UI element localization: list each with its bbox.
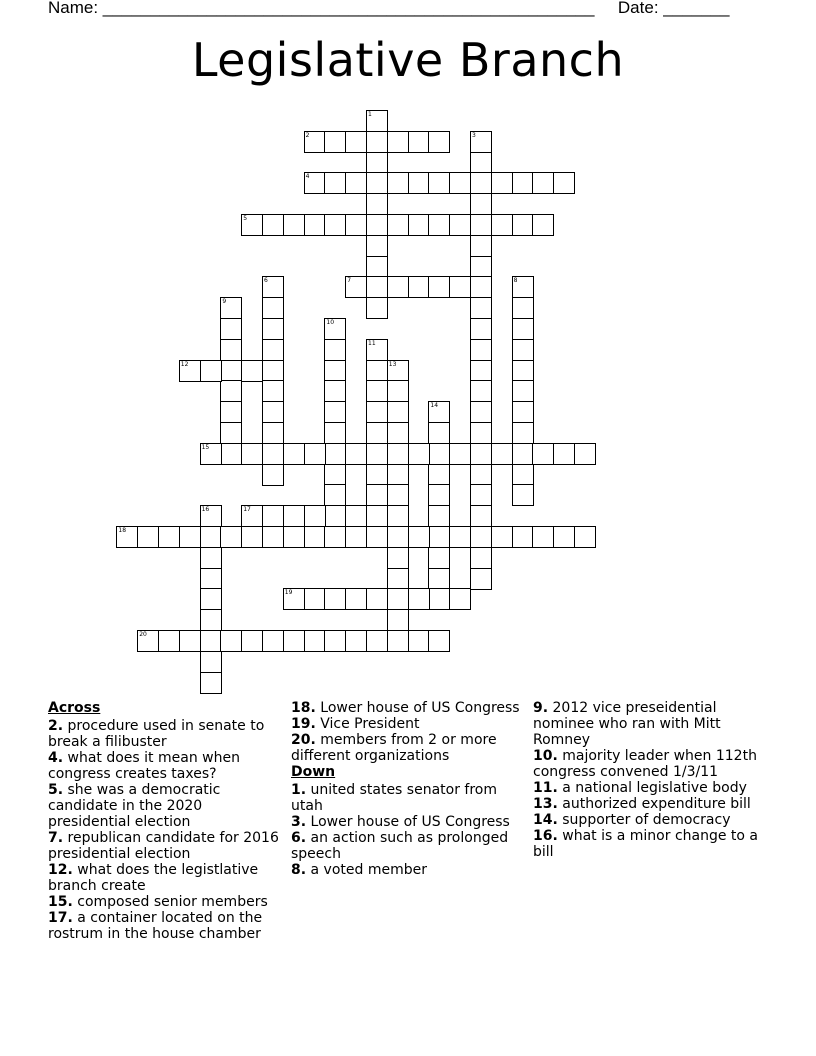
grid-cell[interactable] xyxy=(553,526,575,548)
down-clue-list-continued xyxy=(533,700,768,860)
grid-cell[interactable] xyxy=(366,380,388,402)
clue-item xyxy=(533,796,768,812)
grid-cell[interactable] xyxy=(137,526,159,548)
grid-cell[interactable] xyxy=(449,172,471,194)
grid-cell[interactable] xyxy=(324,380,346,402)
clue-number-label: 20 xyxy=(139,631,147,638)
grid-cell[interactable] xyxy=(470,568,492,590)
grid-cell[interactable] xyxy=(324,443,346,465)
grid-cell[interactable] xyxy=(532,443,554,465)
grid-cell[interactable] xyxy=(179,526,201,548)
grid-cell[interactable] xyxy=(241,526,263,548)
clue-number: 9. xyxy=(533,700,549,716)
clue-text: Lower house of US Congress xyxy=(306,814,510,830)
grid-cell[interactable] xyxy=(387,484,409,506)
clue-text: composed senior members xyxy=(72,894,268,910)
clue-text: a national legislative body xyxy=(557,780,747,796)
grid-cell[interactable] xyxy=(304,214,326,236)
grid-cell[interactable] xyxy=(408,131,430,153)
grid-cell[interactable] xyxy=(366,422,388,444)
grid-cell[interactable] xyxy=(470,464,492,486)
grid-cell[interactable] xyxy=(512,464,534,486)
grid-cell[interactable] xyxy=(324,484,346,506)
grid-cell[interactable] xyxy=(428,547,450,569)
grid-cell[interactable] xyxy=(366,297,388,319)
clue-item xyxy=(48,830,283,862)
grid-cell[interactable] xyxy=(324,172,346,194)
grid-cell[interactable] xyxy=(262,214,284,236)
grid-cell[interactable] xyxy=(324,131,346,153)
clue-text: an action such as prolonged speech xyxy=(291,830,509,862)
grid-cell[interactable] xyxy=(366,152,388,174)
grid-cell[interactable] xyxy=(470,214,492,236)
clue-number: 7. xyxy=(48,830,64,846)
clue-text: a container located on the rostrum in the house chamber xyxy=(48,910,263,942)
grid-cell[interactable] xyxy=(470,526,492,548)
grid-cell[interactable] xyxy=(470,318,492,340)
grid-cell[interactable] xyxy=(262,505,284,527)
clue-number: 1. xyxy=(291,782,307,798)
grid-cell[interactable] xyxy=(200,568,222,590)
grid-cell[interactable] xyxy=(366,464,388,486)
grid-cell[interactable] xyxy=(449,276,471,298)
clue-number-label: 14 xyxy=(430,402,439,410)
grid-cell[interactable] xyxy=(262,526,284,548)
clue-text: what does the legistlative branch create xyxy=(48,862,259,894)
grid-cell[interactable] xyxy=(283,505,305,527)
clue-item xyxy=(291,700,526,716)
clue-number: 5. xyxy=(48,782,64,798)
grid-cell[interactable] xyxy=(366,214,388,236)
grid-cell[interactable] xyxy=(449,526,471,548)
clue-number: 11. xyxy=(533,780,558,796)
grid-cell[interactable] xyxy=(512,380,534,402)
clue-item xyxy=(48,894,283,910)
across-clues-column xyxy=(48,700,283,942)
grid-cell[interactable] xyxy=(408,630,430,652)
grid-cell[interactable] xyxy=(387,609,409,631)
grid-cell[interactable] xyxy=(304,630,326,652)
grid-cell[interactable] xyxy=(512,214,534,236)
grid-cell[interactable] xyxy=(387,526,409,548)
grid-cell[interactable] xyxy=(470,547,492,569)
grid-cell[interactable] xyxy=(200,526,222,548)
grid-cell[interactable] xyxy=(387,214,409,236)
across-clue-list xyxy=(48,718,283,942)
grid-cell[interactable] xyxy=(428,276,450,298)
grid-cell[interactable] xyxy=(532,214,554,236)
grid-cell[interactable] xyxy=(470,339,492,361)
grid-cell[interactable] xyxy=(366,630,388,652)
grid-cell[interactable] xyxy=(408,588,430,610)
grid-cell[interactable] xyxy=(408,443,430,465)
clue-text: a voted member xyxy=(306,862,427,878)
grid-cell[interactable] xyxy=(324,505,346,527)
clue-text: Vice President xyxy=(315,716,420,732)
grid-cell[interactable] xyxy=(428,131,450,153)
grid-cell[interactable] xyxy=(283,214,305,236)
grid-cell[interactable] xyxy=(387,401,409,423)
grid-cell[interactable] xyxy=(470,360,492,382)
grid-cell[interactable] xyxy=(387,380,409,402)
grid-cell[interactable] xyxy=(220,339,242,361)
grid-cell[interactable] xyxy=(324,214,346,236)
clue-number-label: 18 xyxy=(118,527,127,534)
clue-text: united states senator from utah xyxy=(291,782,497,814)
grid-cell[interactable] xyxy=(220,422,242,444)
grid-cell[interactable] xyxy=(408,214,430,236)
grid-cell[interactable] xyxy=(324,464,346,486)
clue-text: authorized expenditure bill xyxy=(557,796,751,812)
grid-cell[interactable] xyxy=(324,630,346,652)
clue-number-label: 7 xyxy=(347,277,352,285)
clue-text: supporter of democracy xyxy=(557,812,731,828)
grid-cell[interactable] xyxy=(366,588,388,610)
clue-number-label: 11 xyxy=(368,339,376,347)
clue-item xyxy=(533,828,768,860)
grid-cell[interactable] xyxy=(428,588,450,610)
clue-item xyxy=(291,716,526,732)
clue-item xyxy=(48,750,283,782)
grid-cell[interactable] xyxy=(366,276,388,298)
grid-cell[interactable] xyxy=(470,152,492,174)
grid-cell[interactable] xyxy=(470,172,492,194)
clue-text: she was a democratic candidate in the 2020 presidential election xyxy=(48,782,221,830)
across-clue-list-continued xyxy=(291,700,526,764)
clue-text: republican candidate for 2016 presidential election xyxy=(48,830,279,862)
grid-cell[interactable] xyxy=(283,630,305,652)
down-clues-column xyxy=(533,700,768,860)
grid-cell[interactable] xyxy=(428,630,450,652)
grid-cell[interactable] xyxy=(366,484,388,506)
grid-cell[interactable] xyxy=(262,401,284,423)
grid-cell[interactable] xyxy=(512,297,534,319)
across-heading: Across xyxy=(48,700,101,716)
grid-cell[interactable] xyxy=(428,526,450,548)
grid-cell[interactable] xyxy=(449,588,471,610)
grid-cell[interactable] xyxy=(574,443,596,465)
clue-number-label: 8 xyxy=(513,277,518,285)
grid-cell[interactable] xyxy=(512,443,534,465)
grid-cell[interactable] xyxy=(491,172,513,194)
clue-number: 16. xyxy=(533,828,558,844)
down-clue-list xyxy=(291,782,526,878)
grid-cell[interactable] xyxy=(324,360,346,382)
grid-cell[interactable] xyxy=(574,526,596,548)
grid-cell[interactable] xyxy=(345,214,367,236)
grid-cell[interactable] xyxy=(262,464,284,486)
clue-item xyxy=(48,910,283,942)
grid-cell[interactable] xyxy=(408,276,430,298)
clue-text: Lower house of US Congress xyxy=(315,700,520,716)
clue-text: what does it mean when congress creates taxes? xyxy=(48,750,240,782)
grid-cell[interactable] xyxy=(220,318,242,340)
grid-cell[interactable] xyxy=(428,484,450,506)
clue-number: 15. xyxy=(48,894,73,910)
grid-cell[interactable] xyxy=(366,256,388,278)
grid-cell[interactable] xyxy=(387,505,409,527)
grid-cell[interactable] xyxy=(470,256,492,278)
grid-cell[interactable] xyxy=(304,526,326,548)
clue-number-label: 5 xyxy=(243,215,248,222)
grid-cell[interactable] xyxy=(220,380,242,402)
clue-number-label: 3 xyxy=(472,131,476,139)
grid-cell[interactable] xyxy=(241,443,263,465)
down-heading: Down xyxy=(291,764,336,780)
grid-cell[interactable] xyxy=(262,360,284,382)
clue-number: 10. xyxy=(533,748,558,764)
grid-cell[interactable] xyxy=(366,131,388,153)
clue-number-label: 4 xyxy=(305,173,310,181)
grid-cell[interactable] xyxy=(366,193,388,215)
grid-cell[interactable] xyxy=(512,484,534,506)
clue-number: 8. xyxy=(291,862,307,878)
clue-item xyxy=(48,782,283,830)
grid-cell[interactable] xyxy=(345,172,367,194)
grid-cell[interactable] xyxy=(304,443,326,465)
grid-cell[interactable] xyxy=(387,588,409,610)
grid-cell[interactable] xyxy=(324,526,346,548)
grid-cell[interactable] xyxy=(387,172,409,194)
clue-item xyxy=(291,862,526,878)
clue-text: majority leader when 112th congress convened 1/3/11 xyxy=(533,748,757,780)
grid-cell[interactable] xyxy=(470,235,492,257)
clue-number-label: 15 xyxy=(201,443,210,451)
grid-cell[interactable] xyxy=(345,588,367,610)
grid-cell[interactable] xyxy=(470,297,492,319)
grid-cell[interactable] xyxy=(428,505,450,527)
clue-text: 2012 vice preseidential nominee who ran with Mitt Romney xyxy=(533,700,721,748)
mixed-clues-column xyxy=(291,700,526,878)
grid-cell[interactable] xyxy=(387,464,409,486)
grid-cell[interactable] xyxy=(428,464,450,486)
grid-cell[interactable] xyxy=(262,630,284,652)
clue-text: members from 2 or more different organizations xyxy=(291,732,497,764)
clue-item xyxy=(48,862,283,894)
grid-cell[interactable] xyxy=(491,526,513,548)
clue-number: 12. xyxy=(48,862,73,878)
clue-item xyxy=(291,782,526,814)
grid-cell[interactable] xyxy=(262,297,284,319)
grid-cell[interactable] xyxy=(158,630,180,652)
grid-cell[interactable] xyxy=(428,422,450,444)
clue-number: 2. xyxy=(48,718,64,734)
grid-cell[interactable] xyxy=(387,276,409,298)
grid-cell[interactable] xyxy=(241,630,263,652)
grid-cell[interactable] xyxy=(449,443,471,465)
grid-cell[interactable] xyxy=(324,401,346,423)
grid-cell[interactable] xyxy=(262,318,284,340)
grid-cell[interactable] xyxy=(345,630,367,652)
clue-item xyxy=(48,718,283,750)
grid-cell[interactable] xyxy=(470,276,492,298)
grid-cell[interactable] xyxy=(220,526,242,548)
grid-cell[interactable] xyxy=(283,443,305,465)
grid-cell[interactable] xyxy=(553,172,575,194)
grid-cell[interactable] xyxy=(220,401,242,423)
grid-cell[interactable] xyxy=(470,380,492,402)
clue-item xyxy=(291,732,526,764)
clue-text: procedure used in senate to break a filibuster xyxy=(48,718,265,750)
grid-cell[interactable] xyxy=(470,443,492,465)
date-field-label[interactable]: Date: _______ xyxy=(617,0,730,17)
clue-item xyxy=(533,780,768,796)
clue-number-label: 10 xyxy=(326,319,335,326)
grid-cell[interactable] xyxy=(470,484,492,506)
grid-cell[interactable] xyxy=(512,360,534,382)
clue-number-label: 13 xyxy=(388,360,397,368)
grid-cell[interactable] xyxy=(408,172,430,194)
clue-item xyxy=(291,814,526,830)
grid-cell[interactable] xyxy=(200,651,222,673)
grid-cell[interactable] xyxy=(200,588,222,610)
grid-cell[interactable] xyxy=(428,214,450,236)
grid-cell[interactable] xyxy=(179,630,201,652)
grid-cell[interactable] xyxy=(408,526,430,548)
grid-cell[interactable] xyxy=(366,526,388,548)
grid-cell[interactable] xyxy=(532,172,554,194)
grid-cell[interactable] xyxy=(470,401,492,423)
clue-number-label: 6 xyxy=(264,277,268,285)
clue-number-label: 2 xyxy=(305,131,310,139)
grid-cell[interactable] xyxy=(262,339,284,361)
grid-cell[interactable] xyxy=(387,131,409,153)
grid-cell[interactable] xyxy=(200,630,222,652)
grid-cell[interactable] xyxy=(324,588,346,610)
grid-cell[interactable] xyxy=(512,526,534,548)
grid-cell[interactable] xyxy=(512,318,534,340)
grid-cell[interactable] xyxy=(200,360,222,382)
grid-cell[interactable] xyxy=(345,526,367,548)
clue-text: what is a minor change to a bill xyxy=(533,828,758,860)
grid-cell[interactable] xyxy=(387,568,409,590)
grid-cell[interactable] xyxy=(262,422,284,444)
clue-number-label: 12 xyxy=(180,360,189,368)
grid-cell[interactable] xyxy=(532,526,554,548)
clue-item xyxy=(291,830,526,862)
grid-cell[interactable] xyxy=(470,422,492,444)
clue-number-label: 19 xyxy=(284,589,293,597)
grid-cell[interactable] xyxy=(387,443,409,465)
clue-number: 6. xyxy=(291,830,307,846)
grid-cell[interactable] xyxy=(387,547,409,569)
grid-cell[interactable] xyxy=(345,131,367,153)
grid-cell[interactable] xyxy=(449,214,471,236)
grid-cell[interactable] xyxy=(262,380,284,402)
grid-cell[interactable] xyxy=(324,422,346,444)
grid-cell[interactable] xyxy=(470,505,492,527)
grid-cell[interactable] xyxy=(366,360,388,382)
grid-cell[interactable] xyxy=(366,443,388,465)
grid-cell[interactable] xyxy=(387,630,409,652)
grid-cell[interactable] xyxy=(512,339,534,361)
grid-cell[interactable] xyxy=(283,526,305,548)
clue-number-label: 17 xyxy=(243,506,251,514)
grid-cell[interactable] xyxy=(241,360,263,382)
clue-item xyxy=(533,812,768,828)
grid-cell[interactable] xyxy=(220,630,242,652)
grid-cell[interactable] xyxy=(304,505,326,527)
grid-cell[interactable] xyxy=(200,672,222,694)
clue-number: 18. xyxy=(291,700,316,716)
grid-cell[interactable] xyxy=(470,193,492,215)
grid-cell[interactable] xyxy=(491,443,513,465)
grid-cell[interactable] xyxy=(366,172,388,194)
clue-number-label: 1 xyxy=(368,111,372,118)
grid-cell[interactable] xyxy=(345,443,367,465)
clue-number: 17. xyxy=(48,910,73,926)
grid-cell[interactable] xyxy=(512,172,534,194)
grid-cell[interactable] xyxy=(512,401,534,423)
grid-cell[interactable] xyxy=(553,443,575,465)
grid-cell[interactable] xyxy=(220,443,242,465)
clue-number: 19. xyxy=(291,716,316,732)
grid-cell[interactable] xyxy=(304,588,326,610)
grid-cell[interactable] xyxy=(366,235,388,257)
page-title: Legislative Branch xyxy=(191,33,625,87)
grid-cell[interactable] xyxy=(158,526,180,548)
clue-number: 14. xyxy=(533,812,558,828)
grid-cell[interactable] xyxy=(387,422,409,444)
clue-number-label: 9 xyxy=(222,298,227,306)
grid-cell[interactable] xyxy=(366,401,388,423)
grid-cell[interactable] xyxy=(428,172,450,194)
clue-item xyxy=(533,700,768,748)
grid-cell[interactable] xyxy=(512,422,534,444)
clue-number: 13. xyxy=(533,796,558,812)
clue-item xyxy=(533,748,768,780)
grid-cell[interactable] xyxy=(428,568,450,590)
grid-cell[interactable] xyxy=(220,360,242,382)
clue-number: 20. xyxy=(291,732,316,748)
grid-cell[interactable] xyxy=(262,443,284,465)
grid-cell[interactable] xyxy=(491,214,513,236)
grid-cell[interactable] xyxy=(200,547,222,569)
grid-cell[interactable] xyxy=(428,443,450,465)
name-field-label[interactable]: Name: ____________________________________________________ xyxy=(48,0,595,17)
clue-number: 3. xyxy=(291,814,307,830)
clue-number-label: 16 xyxy=(201,506,210,514)
grid-cell[interactable] xyxy=(200,609,222,631)
clue-number: 4. xyxy=(48,750,64,766)
grid-cell[interactable] xyxy=(345,505,367,527)
grid-cell[interactable] xyxy=(324,339,346,361)
